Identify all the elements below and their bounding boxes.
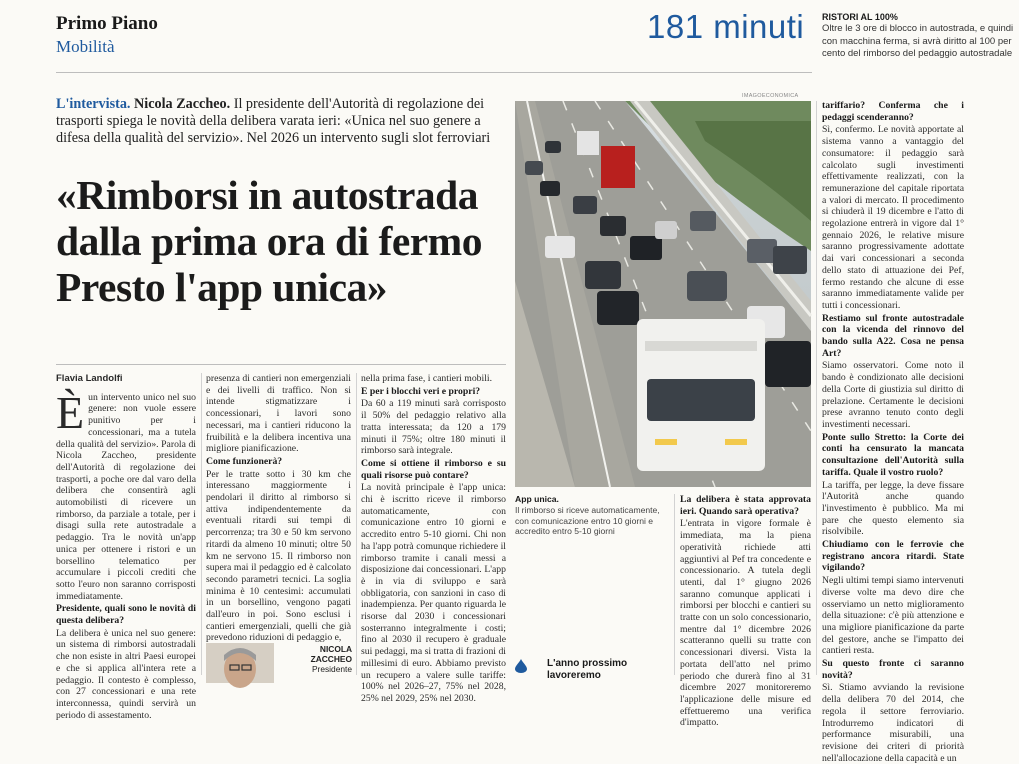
article-column-1 — [56, 373, 196, 721]
answer: L'entrata in vigore formale è immediata, ma la piena operatività richiede atti aggiuntivi al Pef tra concedente e concessionario. A tutela degli utenti, dal 1° giugno 2026 saranno comunque applicati i rimborsi per blocchi e cantieri su tratte con un solo concessionario, mentre dal 1° dicembre 2026 scatteranno quelli su tratte con concessionari diversi. Vista la portata dell'atto nel primo periodo che durerà fino al 31 dicembre 2027 monitoreremo l'applicazione delle misure ed effettueremo una verifica d'impatto. — [680, 518, 811, 729]
question: Restiamo sul fronte autostradale con la vicenda del rinnovo del bando sulla A22. Cosa ne pensa Art? — [822, 312, 964, 359]
standfirst — [56, 96, 506, 148]
standfirst-name: Nicola Zaccheo. — [134, 96, 231, 112]
paragraph: nella prima fase, i cantieri mobili. — [361, 373, 493, 384]
caption-title: App unica. — [515, 494, 559, 504]
highway-traffic-image — [515, 101, 811, 487]
answer: Sì, confermo. Le novità apportate al sistema vanno a vantaggio del consumatore: il pedaggio sarà calcolato sugli investimenti effettivamente realizzati, con la remunerazione del capitale riportata a valori di mercato. Il procedimento si chiuderà il 19 dicembre e l'atto di regolazione entrerà in vigore dal 1° gennaio 2026, le relative misure saranno progressivamente adottate dai vari concessionari a seconda dello stato di attuazione dei Pef, fermo restando che alcune di esse saranno immediatamente valide per tutti i concessionari. — [822, 124, 964, 311]
section-topic: Mobilità — [56, 37, 115, 56]
top-rule — [56, 72, 812, 73]
headline-line-2: dalla prima ora di fermo — [56, 218, 482, 264]
article-column-5 — [822, 100, 964, 764]
question: Chiudiamo con le ferrovie che registrano ancora ritardi. State vigilando? — [822, 539, 964, 574]
stat-text: Oltre le 3 ore di blocco in autostrada, e quindi con macchina ferma, si avrà diritto al 100 per cento del rimborso del pedaggio autostradale — [822, 23, 1014, 60]
highway-photo — [515, 101, 811, 487]
column-divider — [356, 373, 357, 675]
answer: Siamo osservatori. Come noto il bando è condizionato alle decisioni della Corte di giustizia sul diritto di prelazione. Certamente le decisioni prese avranno tenuto conto degli investimenti necessari. — [822, 360, 964, 430]
interviewee-portrait — [206, 643, 274, 683]
answer: Sì. Stiamo avviando la revisione della delibera 70 del 2014, che regola il settore ferroviario. Introdurremo indicatori di performance misurabili, una revisione dei criteri di priorità nell'allocazione della capacità e un — [822, 682, 964, 764]
stat-value: 181 minuti — [647, 8, 805, 45]
article-column-3 — [361, 373, 506, 704]
section-kicker — [56, 14, 158, 58]
stat-title: RISTORI AL 100% — [822, 12, 898, 22]
photo-caption — [515, 494, 670, 537]
headline — [56, 172, 511, 310]
teaser-heading: L'anno prossimo lavoreremo — [547, 658, 628, 681]
stat-note — [822, 11, 1017, 61]
standfirst-label: L'intervista. — [56, 96, 131, 112]
question: Su questo fronte ci saranno novità? — [822, 658, 964, 681]
question: Presidente, quali sono le novità di questa delibera? — [56, 603, 196, 627]
interviewee-role: Presidente — [311, 664, 352, 674]
interviewee-label — [296, 644, 352, 674]
question: tariffario? Conferma che i pedaggi scenderanno? — [822, 100, 964, 123]
question: Ponte sullo Stretto: la Corte dei conti ha censurato la mancata consultazione dell'Autorità sulla tariffa. Quale il vostro ruolo? — [822, 431, 964, 478]
article-column-4 — [680, 494, 811, 729]
answer: Negli ultimi tempi siamo intervenuti diverse volte ma devo dire che osserviamo un netto miglioramento della situazione: c'è più attenzione e una migliore pianificazione da parte del gestore, anche se l'impatto dei cantieri resta. — [822, 575, 964, 657]
body-rule — [56, 364, 506, 365]
paragraph: un intervento unico nel suo genere: non vuole essere punitivo per i concessionari, ma a tutela della qualità del servizio». Parola di Nicola Zaccheo, presidente dell'Autorità di regolazione dei trasporti, a poche ore dal varo della delibera che consentirà agli automobilisti di ricevere un rimborso, da parziale a totale, per i disagi sulla rete autostradale a pedaggio. Tra le novità un'app unica per ottenere i ristori e un borsellino telematico per accumulare i piccoli crediti che sotto l'euro non saranno corrisposti immediatamente. — [56, 391, 196, 602]
interviewee-name: NICOLA ZACCHEO — [310, 644, 352, 664]
section-name: Primo Piano — [56, 13, 158, 34]
column-divider — [674, 494, 675, 675]
dropcap: È — [56, 386, 85, 438]
blue-drop-bullet-icon — [515, 659, 527, 673]
portrait-image — [206, 643, 274, 683]
column-divider — [201, 373, 202, 675]
column-divider — [816, 101, 817, 675]
answer: Per le tratte sotto i 30 km che interessano maggiormente i pendolari il diritto al rimborso si attiva indipendentemente da eventuali ritardi sui tempi di percorrenza; tra 30 e 50 km servono ritardi da almeno 10 minuti; oltre 50 km ne servono 15. Il rimborso non supera mai il pedaggio ed è calcolato secondo parametri tecnici. La soglia minima è 10 centesimi: accumulati in un borsellino, vengono pagati dall'euro in poi. Sono esclusi i cantieri emergenziali, quelli che già prevedono riduzioni di pedaggio e, — [206, 468, 351, 644]
author: Flavia Landolfi — [56, 373, 123, 384]
answer: Da 60 a 119 minuti sarà corrisposto il 50% del pedaggio relativo alla tratta interessata; da 120 a 179 minuti il 75%; oltre 180 minuti il rimborso sarà integrale. — [361, 398, 506, 457]
caption-text: Il rimborso si riceve automaticamente, con comunicazione entro 10 giorni e accredito entro 5-10 giorni — [515, 504, 660, 537]
paragraph: presenza di cantieri non emergenziali e dei livelli di traffico. Non si intende stigmatizzare i concessionari, i lavori sono necessari, ma i cantieri riducono la fruibilità e la delibera incentiva una migliore pianificazione. — [206, 373, 351, 455]
question: Come si ottiene il rimborso e su quali risorse può contare? — [361, 457, 506, 481]
question: E per i blocchi veri e propri? — [361, 385, 481, 397]
question: Come funzionerà? — [206, 455, 283, 467]
photo-credit: IMAGOECONOMICA — [742, 93, 799, 99]
standfirst-text: Il presidente dell'Autorità di regolazione dei trasporti spiega le novità della delibera varata ieri: «Unica nel suo genere a difesa della qualità del servizio». Nel 2026 un intervento sugli slot ferroviari — [56, 96, 491, 147]
question: La delibera è stata approvata ieri. Quando sarà operativa? — [680, 494, 811, 517]
headline-line-1: «Rimborsi in autostrada — [56, 172, 478, 218]
headline-line-3: Presto l'app unica» — [56, 264, 387, 310]
answer: La tariffa, per legge, la deve fissare l'Autorità anche quando l'investimento è pubblico. Ma mi pare che questo elemento sia risolvibile. — [822, 479, 964, 538]
answer: La delibera è unica nel suo genere: un sistema di rimborsi autostradali che non esiste in altri Paesi europei e che si applica all'intera rete a pedaggio. Il contesto è complesso, con 27 concessionari e una rete interconnessa, quindi servirà un periodo di assestamento. — [56, 627, 196, 721]
article-column-2 — [206, 373, 351, 644]
answer: La novità principale è l'app unica: chi è iscritto riceve il rimborso automaticamente, con comunicazione entro 10 giorni e accredito entro 5-10 giorni. Chi non ha l'app potrà comunque richiedere il rimborso tramite i canali messi a disposizione dai concessionari. L'app è in via di sviluppo e sarà obbligatoria, con sanzioni in caso di inadempienza. Per quanto riguarda le risorse dal 2030 i concessionari sosterranno integralmente i costi; fino al 2030 il recupero è graduale sui pedaggi, ma si tratta di frazioni di millesimi di euro. Abbiamo previsto un recupero a valere sulle tariffe: 100% nel 2026–27, 75% nel 2028, 25% nel 2029, 25% nel 2030. — [361, 482, 506, 704]
